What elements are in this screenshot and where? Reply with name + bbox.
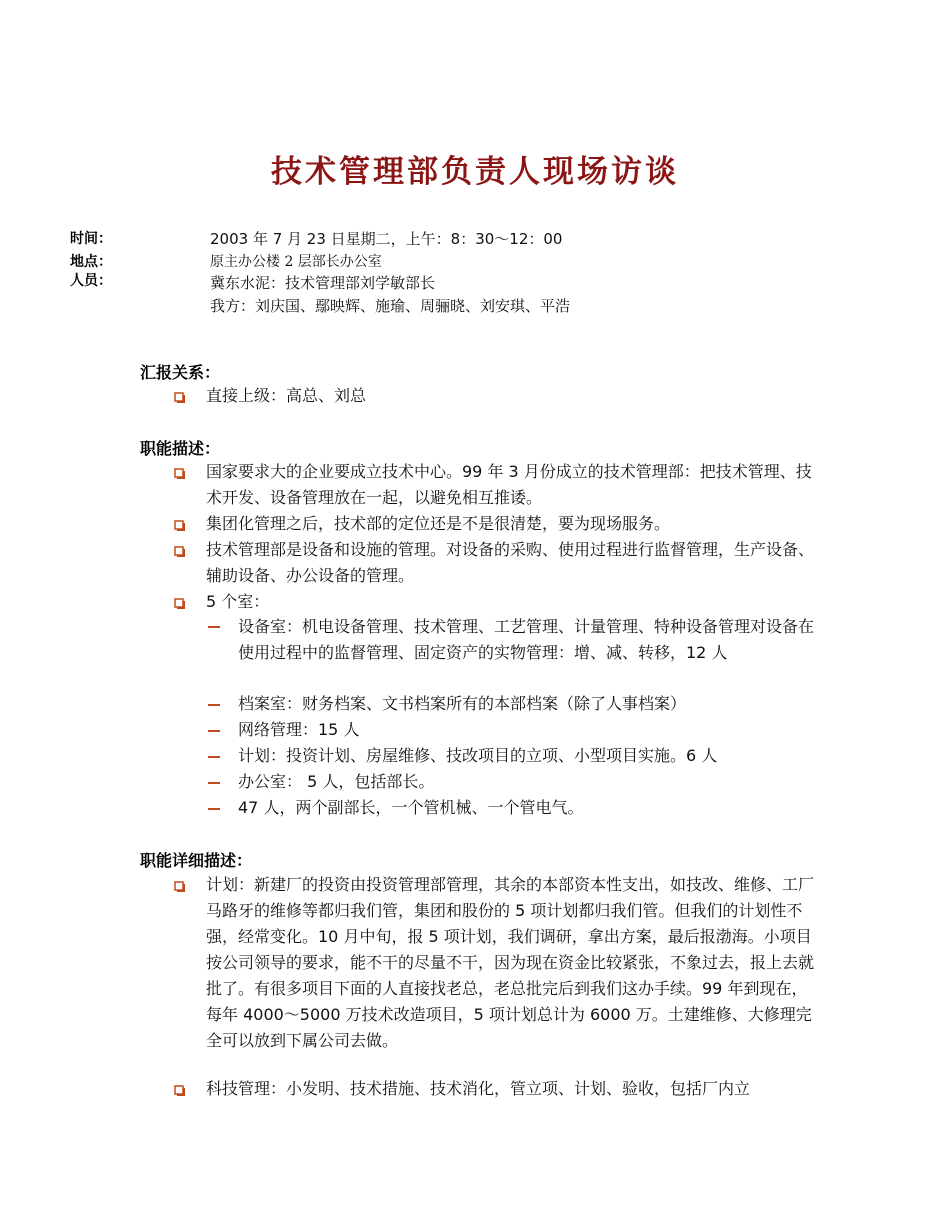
square-bullet-icon	[174, 1083, 188, 1097]
time-label: 时间：	[70, 231, 112, 247]
list-item: 直接上级：高总、刘总	[206, 386, 367, 405]
square-bullet-icon	[174, 390, 188, 404]
square-bullet-icon	[174, 518, 188, 532]
dash-bullet-icon	[208, 704, 220, 706]
section-heading-detail: 职能详细描述：	[140, 851, 253, 870]
list-item: 集团化管理之后，技术部的定位还是不是很清楚，要为现场服务。	[206, 514, 671, 533]
list-item: 5 个室：	[206, 592, 270, 611]
list-item: 技术管理部是设备和设施的管理。对设备的采购、使用过程进行监督管理，生产设备、辅助设备、办公设备的管理。	[206, 540, 815, 585]
sub-list-item: 档案室：财务档案、文书档案所有的本部档案（除了人事档案）	[238, 694, 687, 713]
square-bullet-icon	[174, 466, 188, 480]
place-value: 原主办公楼 2 层部长办公室	[210, 254, 382, 270]
dash-bullet-icon	[208, 808, 220, 810]
people-value-2: 我方：刘庆国、鄢映辉、施瑜、周骊晓、刘安琪、平浩	[210, 297, 571, 315]
sub-list-item: 设备室：机电设备管理、技术管理、工艺管理、计量管理、特种设备管理对设备在使用过程中的监督管理、固定资产的实物管理：增、减、转移，12 人	[238, 617, 815, 662]
square-bullet-icon	[174, 596, 188, 610]
dash-bullet-icon	[208, 626, 220, 628]
sub-list-item: 47 人，两个副部长，一个管机械、一个管电气。	[238, 798, 584, 817]
people-label: 人员：	[70, 273, 112, 289]
page-title: 技术管理部负责人现场访谈	[271, 154, 679, 190]
section-heading-function: 职能描述：	[140, 439, 221, 458]
people-value-1: 冀东水泥：技术管理部刘学敏部长	[210, 274, 436, 292]
list-item: 计划：新建厂的投资由投资管理部管理，其余的本部资本性支出，如技改、维修、工厂马路牙的维修等都归我们管，集团和股份的 5 项计划都归我们管。但我们的计划性不强，经常变化。10 月中旬，报 5 项计划，我们调研，拿出方案，最后报渤海。小项目按公司领导的要求，能不干的尽量不干，因为现在资金比较紧张，不象过去，报上去就批了。有很多项目下面的人直接找老总，老总批完后到我们这办手续。99 年到现在，每年 4000～5000 万技术改造项目，5 项计划总计为 6000 万。土建维修、大修理完全可以放到下属公司去做。	[206, 875, 815, 1050]
square-bullet-icon	[174, 879, 188, 893]
sub-list-item: 网络管理：15 人	[238, 720, 360, 739]
dash-bullet-icon	[208, 782, 220, 784]
square-bullet-icon	[174, 544, 188, 558]
sub-list-item: 计划：投资计划、房屋维修、技改项目的立项、小型项目实施。6 人	[238, 746, 718, 765]
list-item: 国家要求大的企业要成立技术中心。99 年 3 月份成立的技术管理部：把技术管理、技术开发、设备管理放在一起，以避免相互推诿。	[206, 462, 812, 507]
place-label: 地点：	[70, 254, 112, 270]
list-item: 科技管理：小发明、技术措施、技术消化，管立项、计划、验收，包括厂内立	[206, 1079, 751, 1098]
dash-bullet-icon	[208, 730, 220, 732]
dash-bullet-icon	[208, 756, 220, 758]
section-heading-reporting: 汇报关系：	[140, 363, 221, 382]
sub-list-item: 办公室： 5 人，包括部长。	[238, 772, 435, 791]
time-value: 2003 年 7 月 23 日星期二，上午：8：30～12：00	[210, 230, 563, 248]
